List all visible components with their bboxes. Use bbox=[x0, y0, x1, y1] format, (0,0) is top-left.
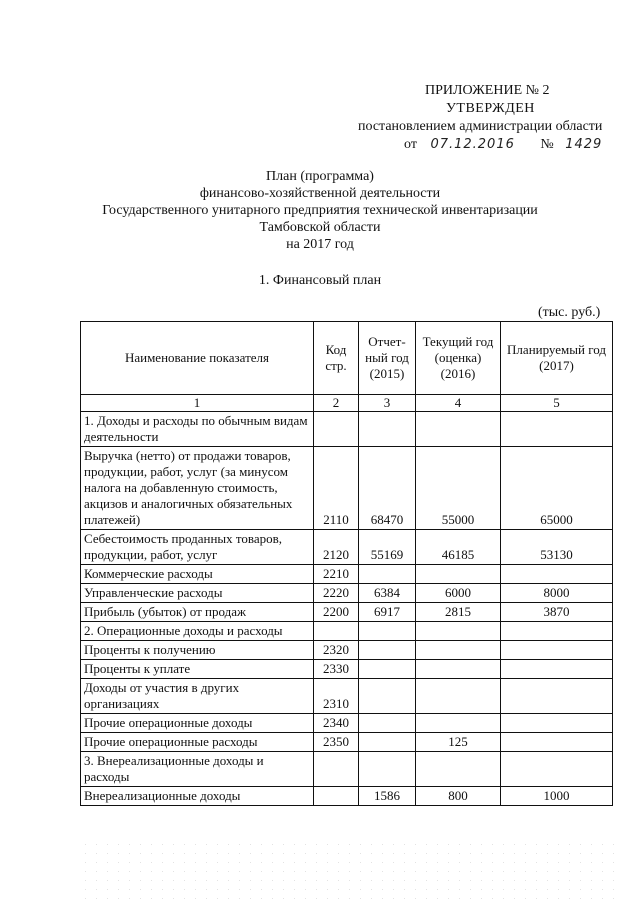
title-line-2: финансово-хозяйственной деятельности bbox=[199, 186, 441, 201]
row-code: 2220 bbox=[314, 584, 359, 603]
row-2015: 55169 bbox=[359, 530, 416, 565]
resolution-label: постановлением администрации области bbox=[358, 119, 603, 134]
row-2015 bbox=[359, 641, 416, 660]
table-row bbox=[81, 660, 613, 679]
row-2015 bbox=[359, 660, 416, 679]
row-2016: 6000 bbox=[416, 584, 501, 603]
row-name: Доходы от участия в других организациях bbox=[81, 679, 314, 714]
row-name: Коммерческие расходы bbox=[81, 565, 314, 584]
row-code bbox=[314, 752, 359, 787]
row-2015 bbox=[359, 412, 416, 447]
row-2017 bbox=[501, 733, 613, 752]
row-code: 2210 bbox=[314, 565, 359, 584]
row-code bbox=[314, 622, 359, 641]
financial-plan-table bbox=[80, 321, 613, 806]
row-2017 bbox=[501, 565, 613, 584]
row-name: Управленческие расходы bbox=[81, 584, 314, 603]
scan-noise bbox=[80, 840, 620, 900]
table-row bbox=[81, 565, 613, 584]
title-line-5: на 2017 год bbox=[286, 237, 354, 252]
row-code: 2120 bbox=[314, 530, 359, 565]
handwritten-number: 1429 bbox=[565, 137, 603, 152]
index-row bbox=[81, 395, 613, 412]
table-row bbox=[81, 622, 613, 641]
table-row bbox=[81, 530, 613, 565]
row-2016: 2815 bbox=[416, 603, 501, 622]
row-2017: 8000 bbox=[501, 584, 613, 603]
row-code: 2200 bbox=[314, 603, 359, 622]
row-2015 bbox=[359, 752, 416, 787]
from-label: от bbox=[404, 137, 417, 152]
row-2017 bbox=[501, 714, 613, 733]
row-2015: 6384 bbox=[359, 584, 416, 603]
row-2017 bbox=[501, 412, 613, 447]
row-code: 2330 bbox=[314, 660, 359, 679]
section-title: 1. Финансовый план bbox=[258, 273, 382, 288]
row-2016: 800 bbox=[416, 787, 501, 806]
row-code bbox=[314, 412, 359, 447]
table-header-row bbox=[81, 322, 613, 395]
row-2017 bbox=[501, 641, 613, 660]
approved-label: УТВЕРЖДЕН bbox=[446, 101, 535, 116]
index-cell: 5 bbox=[501, 395, 613, 412]
row-name: Выручка (нетто) от продажи товаров, продукции, работ, услуг (за минусом налога на добавленную стоимость, акцизов и аналогичных обязательных платежей) bbox=[81, 447, 314, 530]
row-name: Себестоимость проданных товаров, продукции, работ, услуг bbox=[81, 530, 314, 565]
row-code: 2110 bbox=[314, 447, 359, 530]
row-code bbox=[314, 787, 359, 806]
table-row bbox=[81, 447, 613, 530]
table-row bbox=[81, 752, 613, 787]
table-row bbox=[81, 679, 613, 714]
handwritten-date: 07.12.2016 bbox=[430, 137, 515, 152]
row-2016 bbox=[416, 641, 501, 660]
row-code: 2310 bbox=[314, 679, 359, 714]
row-name: 2. Операционные доходы и расходы bbox=[81, 622, 314, 641]
row-name: Проценты к получению bbox=[81, 641, 314, 660]
header-planned: Планируемый год (2017) bbox=[501, 322, 613, 395]
index-cell: 4 bbox=[416, 395, 501, 412]
row-name: Прибыль (убыток) от продаж bbox=[81, 603, 314, 622]
row-name: 1. Доходы и расходы по обычным видам деятельности bbox=[81, 412, 314, 447]
row-2015 bbox=[359, 622, 416, 641]
row-2015 bbox=[359, 565, 416, 584]
table-row bbox=[81, 603, 613, 622]
row-2017 bbox=[501, 622, 613, 641]
index-cell: 3 bbox=[359, 395, 416, 412]
row-2016 bbox=[416, 752, 501, 787]
row-2016: 55000 bbox=[416, 447, 501, 530]
header-code: Код стр. bbox=[314, 322, 359, 395]
row-2016: 125 bbox=[416, 733, 501, 752]
resolution-date-row bbox=[404, 136, 602, 154]
number-label: № bbox=[540, 137, 554, 152]
row-code: 2320 bbox=[314, 641, 359, 660]
row-2015 bbox=[359, 733, 416, 752]
row-name: 3. Внереализационные доходы и расходы bbox=[81, 752, 314, 787]
table-row bbox=[81, 733, 613, 752]
index-cell: 2 bbox=[314, 395, 359, 412]
row-2016 bbox=[416, 714, 501, 733]
row-2015 bbox=[359, 714, 416, 733]
row-2017: 65000 bbox=[501, 447, 613, 530]
header-name: Наименование показателя bbox=[81, 322, 314, 395]
title-line-3: Государственного унитарного предприятия технической инвентаризации bbox=[102, 203, 538, 218]
row-name: Прочие операционные расходы bbox=[81, 733, 314, 752]
row-2017 bbox=[501, 752, 613, 787]
annex-label: ПРИЛОЖЕНИЕ № 2 bbox=[425, 83, 550, 98]
title-line-1: План (программа) bbox=[266, 169, 374, 184]
row-2017 bbox=[501, 679, 613, 714]
row-2016 bbox=[416, 622, 501, 641]
row-name: Проценты к уплате bbox=[81, 660, 314, 679]
header-reported: Отчет-ный год (2015) bbox=[359, 322, 416, 395]
row-2017 bbox=[501, 660, 613, 679]
row-2015: 68470 bbox=[359, 447, 416, 530]
row-2017: 3870 bbox=[501, 603, 613, 622]
document-title bbox=[80, 168, 560, 253]
units-label: (тыс. руб.) bbox=[538, 305, 601, 320]
row-2017: 53130 bbox=[501, 530, 613, 565]
row-2016 bbox=[416, 565, 501, 584]
row-2016 bbox=[416, 679, 501, 714]
index-cell: 1 bbox=[81, 395, 314, 412]
table-row bbox=[81, 787, 613, 806]
row-code: 2340 bbox=[314, 714, 359, 733]
row-code: 2350 bbox=[314, 733, 359, 752]
title-line-4: Тамбовской области bbox=[259, 220, 381, 235]
table-row bbox=[81, 412, 613, 447]
row-2017: 1000 bbox=[501, 787, 613, 806]
row-2015 bbox=[359, 679, 416, 714]
header-current: Текущий год (оценка) (2016) bbox=[416, 322, 501, 395]
row-2016 bbox=[416, 412, 501, 447]
row-name: Внереализационные доходы bbox=[81, 787, 314, 806]
table-row bbox=[81, 584, 613, 603]
table-row bbox=[81, 714, 613, 733]
row-name: Прочие операционные доходы bbox=[81, 714, 314, 733]
row-2015: 1586 bbox=[359, 787, 416, 806]
row-2015: 6917 bbox=[359, 603, 416, 622]
row-2016: 46185 bbox=[416, 530, 501, 565]
table-row bbox=[81, 641, 613, 660]
row-2016 bbox=[416, 660, 501, 679]
